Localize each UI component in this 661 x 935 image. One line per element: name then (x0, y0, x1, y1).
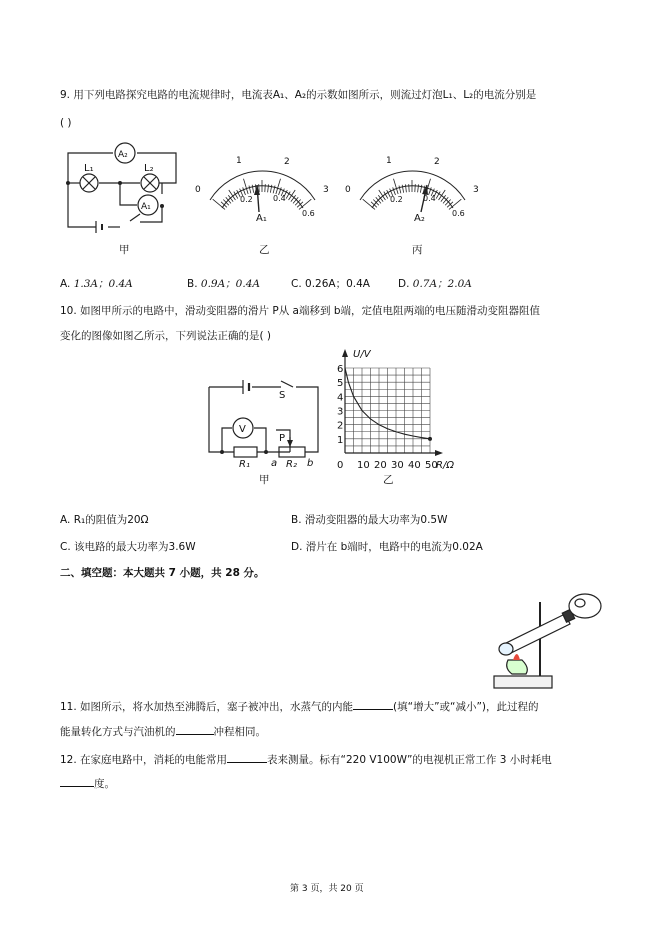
q9-option-c[interactable]: C. 0.26A；0.4A (291, 278, 370, 290)
label-l1: L₁ (84, 163, 94, 174)
q9-stem: 9. 用下列电路探究电路的电流规律时，电流表A₁、A₂的示数如图所示，则流过灯泡L₁、L₂的电流分别是 (60, 89, 537, 101)
q10-fig-yi: 乙 (383, 474, 394, 486)
q12-line1: 12. 在家庭电路中，消耗的电能常用 表来测量。标有“220 V100W”的电视机正常工作 3 小时耗电 (60, 754, 552, 766)
chart-x-tick-label: 20 (374, 460, 387, 471)
meter-b-tick-top-0: 0 (195, 185, 201, 195)
chart-y-tick-label: 1 (337, 434, 344, 446)
q10-option-b[interactable]: B. 滑动变阻器的最大功率为0.5W (291, 514, 448, 526)
q9-fig-bing: 丙 (412, 244, 423, 256)
chart-y-tick-label: 4 (337, 392, 344, 404)
q10-stem-line2: 变化的图像如图乙所示，下列说法正确的是( ) (60, 330, 272, 342)
q12-blank-2[interactable] (60, 776, 94, 787)
label-r2: R₂ (286, 459, 297, 470)
page-footer: 第 3 页，共 20 页 (290, 884, 364, 894)
q10-fig-jia: 甲 (259, 474, 270, 486)
q9-fig-yi: 乙 (259, 244, 270, 256)
q12-blank-1[interactable] (227, 752, 267, 763)
q10-option-c[interactable]: C. 该电路的最大功率为3.6W (60, 541, 196, 553)
q10-option-a[interactable]: A. R₁的阻值为20Ω (60, 514, 149, 526)
chart-x-tick-label: 50 (425, 460, 438, 471)
chart-ylabel: U/V (353, 349, 371, 360)
meter-b-tick-top-3: 3 (323, 185, 329, 195)
meter-b-tick-bottom-1: 0.4 (273, 194, 286, 203)
q11-blank-1[interactable] (353, 699, 393, 710)
chart-x-tick-label: 0 (337, 460, 344, 471)
chart-y-tick-label: 3 (337, 406, 344, 418)
label-l2: L₂ (144, 163, 154, 174)
label-b: b (307, 458, 314, 469)
label-a: a (271, 458, 278, 469)
q11-blank-2[interactable] (176, 724, 214, 735)
meter-c-tick-top-3: 3 (473, 185, 479, 195)
chart-y-tick-label: 5 (337, 378, 344, 390)
label-a2: A₂ (118, 150, 128, 160)
chart-x-tick-label: 30 (391, 460, 404, 471)
chart-xlabel: R/Ω (436, 460, 454, 471)
meter-c-tick-bottom-1: 0.4 (423, 194, 436, 203)
q11-line1: 11. 如图所示，将水加热至沸腾后，塞子被冲出，水蒸气的内能 (填“增大”或“减小”)，此过程的 (60, 701, 539, 713)
label-r1: R₁ (239, 459, 250, 470)
meter-b-name: A₁ (256, 213, 267, 224)
q9-option-a[interactable]: A. 1.3A；0.4A (60, 278, 133, 290)
meter-c-tick-top-0: 0 (345, 185, 351, 195)
section2-heading: 二、填空题：本大题共 7 小题，共 28 分。 (60, 567, 265, 579)
meter-c-tick-top-2: 2 (434, 157, 440, 167)
q10-stem-line1: 10. 如图甲所示的电路中，滑动变阻器的滑片 P从 a端移到 b端，定值电阻两端的电压随滑动变阻器阻值 (60, 305, 540, 317)
meter-b-tick-top-2: 2 (284, 157, 290, 167)
q10-option-d[interactable]: D. 滑片在 b端时，电路中的电流为0.02A (291, 541, 483, 553)
q9-option-d[interactable]: D. 0.7A；2.0A (398, 278, 472, 290)
label-a1: A₁ (141, 202, 151, 212)
meter-c-tick-top-1: 1 (386, 156, 392, 166)
meter-b-tick-top-1: 1 (236, 156, 242, 166)
chart-x-tick-label: 10 (357, 460, 370, 471)
q9-bracket: ( ) (60, 117, 72, 129)
q12-line2: 度。 (60, 776, 115, 791)
meter-b-tick-bottom-0: 0.2 (240, 195, 253, 204)
meter-c-tick-bottom-0: 0.2 (390, 195, 403, 204)
meter-c-tick-bottom-2: 0.6 (452, 209, 465, 218)
q11-line2: 能量转化方式与汽油机的 冲程相同。 (60, 726, 266, 738)
chart-y-tick-label: 2 (337, 420, 344, 432)
q9-option-b[interactable]: B. 0.9A；0.4A (187, 278, 260, 290)
chart-x-tick-label: 40 (408, 460, 421, 471)
label-s: S (279, 390, 286, 401)
q9-fig-jia: 甲 (119, 244, 130, 256)
chart-y-tick-label: 6 (337, 364, 344, 375)
meter-b-tick-bottom-2: 0.6 (302, 209, 315, 218)
label-p: P (279, 433, 286, 444)
meter-c-name: A₂ (414, 213, 425, 224)
label-v: V (239, 424, 246, 435)
